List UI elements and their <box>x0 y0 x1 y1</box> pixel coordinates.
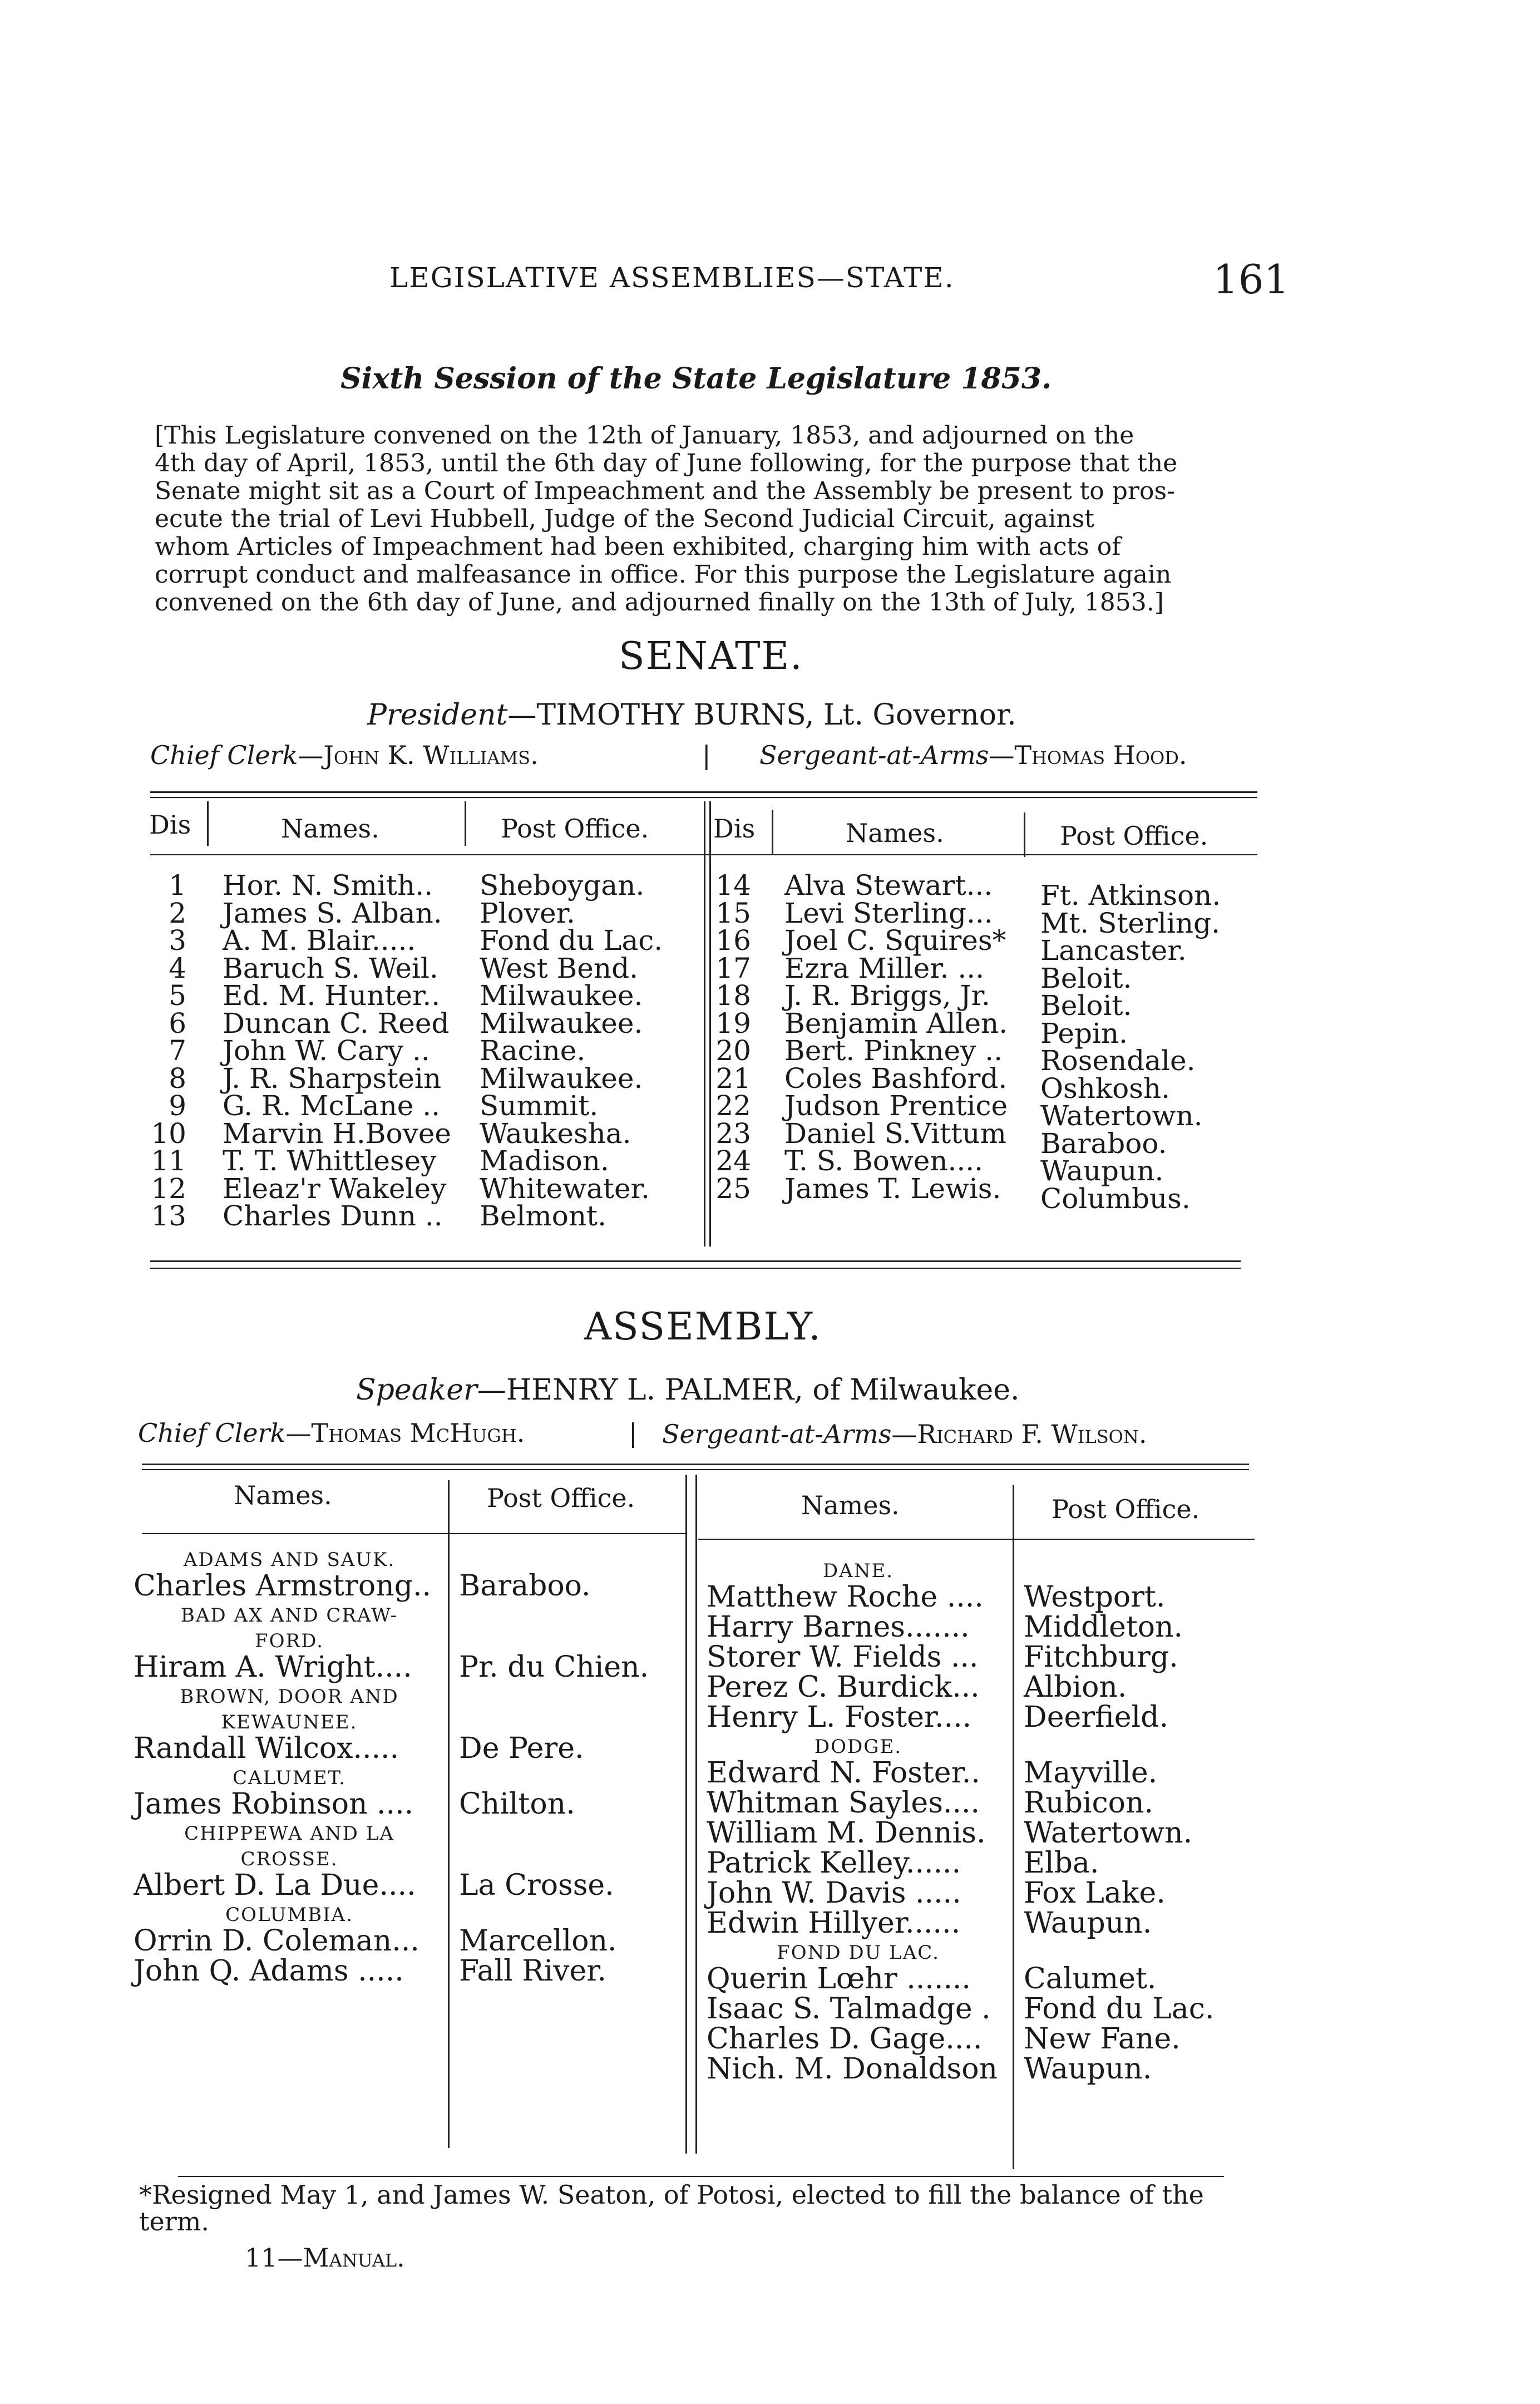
member-name: Matthew Roche .... <box>707 1580 984 1614</box>
senate-post-cell: Waukesha. <box>480 1117 631 1150</box>
footnote-rule <box>178 2176 1224 2177</box>
member-name: Henry L. Foster.... <box>707 1701 972 1734</box>
member-name: Edward N. Foster.. <box>707 1756 980 1790</box>
senate-name-cell: J. R. Briggs, Jr. <box>784 979 990 1012</box>
assembly-top-rule <box>142 1464 1249 1465</box>
senate-name-cell: A. M. Blair..... <box>223 924 416 957</box>
assembly-title: ASSEMBLY. <box>584 1305 822 1349</box>
member-post-office: Watertown. <box>1024 1816 1193 1850</box>
county-label: FOND DU LAC. <box>777 1942 940 1964</box>
member-post-office: Westport. <box>1024 1580 1166 1614</box>
senate-post-cell: Fond du Lac. <box>480 924 663 957</box>
senate-vline <box>1024 812 1025 857</box>
county-label: FORD. <box>255 1630 324 1652</box>
member-post-office: Chilton. <box>459 1787 575 1821</box>
senate-dis-cell: 10 <box>151 1117 186 1150</box>
senate-post-cell: Summit. <box>480 1090 599 1122</box>
county-heading <box>134 1821 690 1846</box>
senate-name-cell: Daniel S.Vittum <box>784 1117 1006 1150</box>
member-row <box>707 1610 1263 1644</box>
senate-col-post-right: Post Office. <box>1060 821 1208 851</box>
senate-dis-cell: 14 <box>715 869 751 902</box>
assembly-col-post-right: Post Office. <box>1052 1494 1200 1524</box>
senate-name-cell: Hor. N. Smith.. <box>223 869 433 902</box>
member-name: Perez C. Burdick... <box>707 1671 980 1704</box>
member-post-office: La Crosse. <box>459 1869 614 1902</box>
county-label: BAD AX AND CRAW- <box>180 1604 398 1627</box>
member-row <box>134 1569 690 1603</box>
intro-paragraph <box>155 422 1262 617</box>
member-post-office: Mayville. <box>1024 1756 1158 1790</box>
county-label: DODGE. <box>814 1736 902 1758</box>
senate-post-cell: Mt. Sterling. <box>1040 907 1220 939</box>
session-title: Sixth Session of the State Legislature 1853. <box>340 362 1052 396</box>
member-post-office: Calumet. <box>1024 1962 1157 1996</box>
member-row <box>707 1580 1263 1614</box>
member-post-office: De Pere. <box>459 1732 584 1765</box>
member-row <box>707 1786 1263 1820</box>
senate-name-cell: Baruch S. Weil. <box>223 952 438 984</box>
senate-dis-cell: 11 <box>151 1145 186 1177</box>
senate-bottom-rule-2 <box>150 1268 1241 1269</box>
senate-col-post-left: Post Office. <box>501 814 649 844</box>
member-row <box>707 1876 1263 1910</box>
member-name: Nich. M. Donaldson <box>707 2052 998 2086</box>
senate-post-cell: Watertown. <box>1040 1100 1203 1132</box>
senate-president: President—TIMOTHY BURNS, Lt. Governor. <box>367 698 1016 732</box>
senate-dis-cell: 16 <box>715 924 751 957</box>
senate-dis-cell: 5 <box>169 979 186 1012</box>
senate-post-cell: Beloit. <box>1040 962 1132 994</box>
senate-name-cell: Eleaz'r Wakeley <box>223 1172 447 1205</box>
senate-post-cell: Pepin. <box>1040 1017 1128 1050</box>
senate-dis-cell: 19 <box>715 1007 751 1040</box>
member-name: William M. Dennis. <box>707 1816 986 1850</box>
assembly-sergeant: Sergeant-at-Arms—Richard F. Wilson. <box>662 1419 1147 1449</box>
senate-dis-cell: 15 <box>715 896 751 929</box>
senate-name-cell: James T. Lewis. <box>784 1172 1001 1205</box>
senate-dis-cell: 12 <box>151 1172 186 1205</box>
senate-dis-cell: 20 <box>715 1034 751 1067</box>
senate-right-name-col <box>784 869 1008 1205</box>
senate-name-cell: Judson Prentice <box>784 1090 1008 1122</box>
member-post-office: New Fane. <box>1024 2022 1181 2056</box>
senate-left-dis-col <box>142 869 186 1232</box>
member-post-office: Fall River. <box>459 1954 606 1988</box>
footnote: *Resigned May 1, and James W. Seaton, of Potosi, elected to fill the balance of the term. <box>139 2180 1204 2236</box>
senate-separator: | <box>702 740 711 770</box>
senate-post-cell: West Bend. <box>480 952 638 984</box>
assembly-separator: | <box>629 1418 638 1448</box>
intro-line: 4th day of April, 1853, until the 6th day of June following, for the purpose that the <box>155 449 1178 477</box>
county-label: BROWN, DOOR AND <box>180 1686 399 1708</box>
senate-post-cell: Beloit. <box>1040 989 1132 1022</box>
senate-dis-cell: 9 <box>169 1090 186 1122</box>
senate-top-rule-2 <box>150 797 1257 798</box>
assembly-head-rule <box>142 1533 687 1534</box>
senate-post-cell: Lancaster. <box>1040 934 1187 967</box>
senate-dis-cell: 18 <box>715 979 751 1012</box>
senate-right-post-col <box>1040 879 1221 1215</box>
signature-mark: 11—Manual. <box>245 2243 405 2273</box>
senate-dis-cell: 17 <box>715 952 751 984</box>
member-name: Albert D. La Due.... <box>134 1869 416 1902</box>
member-row <box>707 1816 1263 1850</box>
senate-name-cell: James S. Alban. <box>223 896 442 929</box>
senate-post-cell: Oshkosh. <box>1040 1072 1171 1105</box>
member-name: Hiram A. Wright.... <box>134 1651 412 1684</box>
member-row <box>707 1756 1263 1790</box>
senate-post-cell: Sheboygan. <box>480 869 645 902</box>
senate-clerk: Chief Clerk—John K. Williams. <box>150 740 539 770</box>
assembly-clerk: Chief Clerk—Thomas McHugh. <box>138 1418 525 1448</box>
member-post-office: Deerfield. <box>1024 1701 1168 1734</box>
senate-left-post-col <box>480 869 663 1232</box>
member-row <box>707 2022 1263 2056</box>
member-name: Isaac S. Talmadge . <box>707 1992 991 2026</box>
county-label: DANE. <box>822 1560 894 1582</box>
member-name: James Robinson .... <box>134 1787 414 1821</box>
member-post-office: Baraboo. <box>459 1569 591 1603</box>
senate-name-cell: J. R. Sharpstein <box>223 1062 442 1095</box>
senate-name-cell: Coles Bashford. <box>784 1062 1008 1095</box>
senate-name-cell: G. R. McLane .. <box>223 1090 441 1122</box>
assembly-top-rule-2 <box>142 1469 1249 1470</box>
member-name: Orrin D. Coleman... <box>134 1924 419 1958</box>
member-row <box>707 1962 1263 1996</box>
senate-dis-cell: 1 <box>169 869 186 902</box>
senate-bottom-rule <box>150 1260 1241 1262</box>
county-label: CHIPPEWA AND LA <box>184 1822 394 1845</box>
senate-name-cell: Levi Sterling... <box>784 896 993 929</box>
senate-name-cell: Joel C. Squires* <box>784 924 1006 957</box>
member-row <box>707 1907 1263 1940</box>
senate-name-cell: Ed. M. Hunter.. <box>223 979 441 1012</box>
senate-name-cell: John W. Cary .. <box>223 1034 430 1067</box>
intro-line: corrupt conduct and malfeasance in office. For this purpose the Legislature again <box>155 560 1172 589</box>
member-post-office: Middleton. <box>1024 1610 1183 1644</box>
assembly-col-names-left: Names. <box>234 1480 332 1510</box>
member-name: Querin Lœhr ....... <box>707 1962 971 1996</box>
senate-name-cell: Charles Dunn .. <box>223 1200 443 1232</box>
senate-name-cell: Duncan C. Reed <box>223 1007 450 1040</box>
county-heading <box>134 1603 690 1628</box>
senate-title: SENATE. <box>619 634 803 678</box>
senate-dis-cell: 3 <box>169 924 186 957</box>
member-row <box>707 1671 1263 1704</box>
senate-sergeant: Sergeant-at-Arms—Thomas Hood. <box>759 740 1187 770</box>
senate-post-cell: Milwaukee. <box>480 1062 643 1095</box>
running-header: LEGISLATIVE ASSEMBLIES—STATE. <box>389 262 955 294</box>
senate-dis-cell: 24 <box>715 1145 751 1177</box>
senate-post-cell: Whitewater. <box>480 1172 650 1205</box>
member-row <box>707 1992 1263 2026</box>
member-post-office: Marcellon. <box>459 1924 617 1958</box>
member-row <box>134 1869 690 1902</box>
member-name: Patrick Kelley...... <box>707 1846 961 1880</box>
member-name: Edwin Hillyer...... <box>707 1907 961 1940</box>
assembly-col-post-left: Post Office. <box>487 1483 635 1513</box>
senate-dis-cell: 21 <box>715 1062 751 1095</box>
county-label: KEWAUNEE. <box>221 1711 358 1733</box>
senate-vline <box>465 801 466 846</box>
member-row <box>134 1651 690 1684</box>
senate-col-dis-right: Dis <box>713 814 756 844</box>
senate-col-names-left: Names. <box>281 814 379 844</box>
senate-post-cell: Rosendale. <box>1040 1045 1196 1077</box>
member-row <box>134 1924 690 1958</box>
senate-post-cell: Columbus. <box>1040 1182 1191 1215</box>
intro-line: convened on the 6th day of June, and adjourned finally on the 13th of July, 1853.] <box>155 588 1164 617</box>
county-label: COLUMBIA. <box>225 1904 353 1926</box>
assembly-vline <box>695 1475 697 2154</box>
member-name: Harry Barnes....... <box>707 1610 970 1644</box>
assembly-right-list <box>707 1558 1263 2086</box>
member-post-office: Waupun. <box>1024 1907 1152 1940</box>
senate-dis-cell: 8 <box>169 1062 186 1095</box>
member-post-office: Waupun. <box>1024 2052 1152 2086</box>
senate-post-cell: Waupun. <box>1040 1155 1164 1187</box>
member-name: Charles D. Gage.... <box>707 2022 983 2056</box>
assembly-head-rule <box>698 1539 1255 1540</box>
member-row <box>134 1732 690 1765</box>
member-post-office: Fond du Lac. <box>1024 1992 1215 2026</box>
senate-dis-cell: 2 <box>169 896 186 929</box>
senate-name-cell: Bert. Pinkney .. <box>784 1034 1003 1067</box>
member-row <box>707 1846 1263 1880</box>
member-row <box>707 1701 1263 1734</box>
senate-vline <box>704 801 705 1247</box>
senate-name-cell: T. S. Bowen.... <box>784 1145 984 1177</box>
senate-dis-cell: 13 <box>151 1200 186 1232</box>
member-post-office: Rubicon. <box>1024 1786 1154 1820</box>
senate-dis-cell: 7 <box>169 1034 186 1067</box>
senate-name-cell: Benjamin Allen. <box>784 1007 1008 1040</box>
senate-post-cell: Baraboo. <box>1040 1127 1167 1160</box>
member-name: Charles Armstrong.. <box>134 1569 432 1603</box>
senate-dis-cell: 23 <box>715 1117 751 1150</box>
senate-head-rule <box>150 854 1257 855</box>
senate-vline <box>772 810 773 854</box>
intro-line: Senate might sit as a Court of Impeachment and the Assembly be present to pros- <box>155 477 1175 505</box>
senate-col-dis-left: Dis <box>149 810 191 840</box>
senate-name-cell: T. T. Whittlesey <box>223 1145 437 1177</box>
senate-dis-cell: 22 <box>715 1090 751 1122</box>
member-post-office: Albion. <box>1024 1671 1127 1704</box>
senate-dis-cell: 25 <box>715 1172 751 1205</box>
senate-post-cell: Belmont. <box>480 1200 607 1232</box>
county-label: CROSSE. <box>240 1848 338 1870</box>
member-post-office: Fitchburg. <box>1024 1641 1178 1674</box>
member-row <box>707 2052 1263 2086</box>
member-post-office: Elba. <box>1024 1846 1099 1880</box>
member-name: Randall Wilcox..... <box>134 1732 399 1765</box>
member-row <box>707 1641 1263 1674</box>
assembly-col-names-right: Names. <box>801 1490 900 1520</box>
senate-post-cell: Plover. <box>480 896 575 929</box>
member-name: John Q. Adams ..... <box>134 1954 404 1988</box>
county-heading <box>134 1684 690 1710</box>
member-row <box>134 1787 690 1821</box>
senate-post-cell: Ft. Atkinson. <box>1040 879 1221 912</box>
senate-left-name-col <box>223 869 452 1232</box>
member-row <box>134 1954 690 1988</box>
senate-name-cell: Marvin H.Bovee <box>223 1117 452 1150</box>
senate-name-cell: Ezra Miller. ... <box>784 952 985 984</box>
member-name: Storer W. Fields ... <box>707 1641 979 1674</box>
intro-line: ecute the trial of Levi Hubbell, Judge of the Second Judicial Circuit, against <box>155 505 1094 533</box>
senate-name-cell: Alva Stewart... <box>784 869 993 902</box>
member-post-office: Fox Lake. <box>1024 1876 1166 1910</box>
member-post-office: Pr. du Chien. <box>459 1651 649 1684</box>
intro-line: [This Legislature convened on the 12th of January, 1853, and adjourned on the <box>155 421 1134 450</box>
county-label: CALUMET. <box>232 1767 347 1789</box>
senate-vline <box>207 801 209 846</box>
assembly-left-list <box>134 1547 690 1988</box>
senate-top-rule <box>150 791 1257 793</box>
page-number: 161 <box>1213 256 1290 303</box>
county-label: ADAMS AND SAUK. <box>183 1549 396 1571</box>
member-name: Whitman Sayles.... <box>707 1786 980 1820</box>
assembly-speaker: Speaker—HENRY L. PALMER, of Milwaukee. <box>356 1373 1020 1407</box>
senate-post-cell: Milwaukee. <box>480 1007 643 1040</box>
member-name: John W. Davis ..... <box>707 1876 961 1910</box>
senate-dis-cell: 6 <box>169 1007 186 1040</box>
senate-dis-cell: 4 <box>169 952 186 984</box>
intro-line: whom Articles of Impeachment had been exhibited, charging him with acts of <box>155 533 1121 561</box>
senate-post-cell: Milwaukee. <box>480 979 643 1012</box>
senate-post-cell: Racine. <box>480 1034 586 1067</box>
senate-col-names-right: Names. <box>846 818 944 848</box>
senate-right-dis-col <box>707 869 751 1205</box>
senate-post-cell: Madison. <box>480 1145 609 1177</box>
